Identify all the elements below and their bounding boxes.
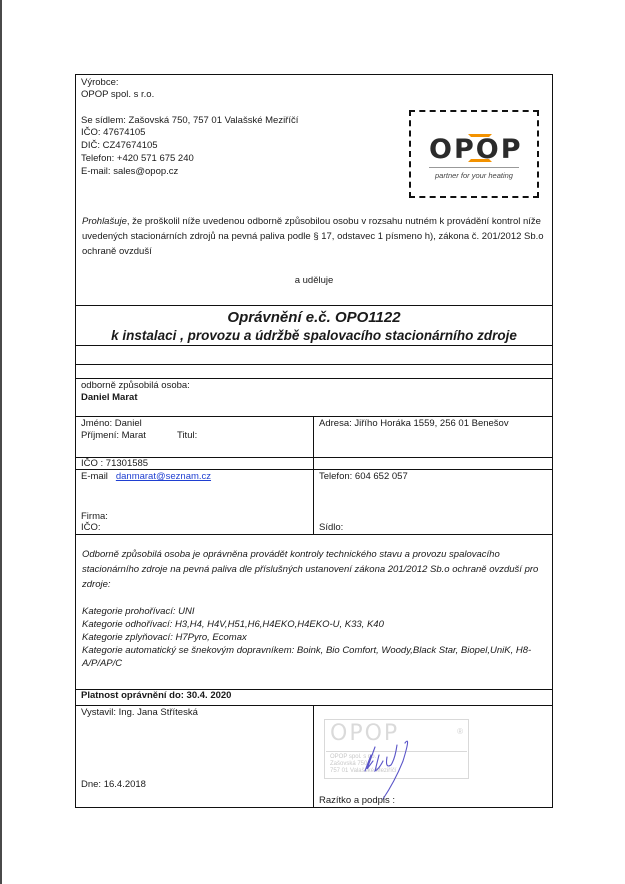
stamp-and-signature-label: Razítko a podpis : — [319, 795, 396, 806]
manufacturer-address: Se sídlem: Zašovská 750, 757 01 Valašské Meziříčí — [81, 115, 299, 126]
category-prohorivaci: Kategorie prohořívací: UNI — [82, 606, 195, 617]
certificate-title: Oprávnění e.č. OPO1122 — [227, 309, 401, 326]
row-divider — [76, 364, 552, 365]
row-divider — [76, 469, 552, 470]
person-name: Daniel Marat — [81, 392, 138, 403]
title-field: Titul: — [177, 430, 198, 441]
category-odhorivaci: Kategorie odhořívací: H3,H4, H4V,H51,H6,H4EKO,H4EKO-U, K33, K40 — [82, 619, 384, 630]
logo-divider — [429, 167, 519, 168]
page-left-edge — [0, 0, 2, 884]
logo-accent-bracket — [468, 134, 492, 162]
email-link[interactable]: danmarat@seznam.cz — [115, 471, 212, 482]
validity: Platnost oprávnění do: 30.4. 2020 — [81, 690, 232, 701]
issue-date: Dne: 16.4.2018 — [81, 779, 146, 790]
category-zplynovaci: Kategorie zplyňovací: H7Pyro, Ecomax — [82, 632, 247, 643]
manufacturer-ico: IČO: 47674105 — [81, 127, 146, 138]
grants-text: a uděluje — [294, 275, 334, 286]
row-divider — [76, 705, 552, 706]
manufacturer-dic: DIČ: CZ47674105 — [81, 140, 158, 151]
logo-wordmark: OPOP — [429, 134, 523, 165]
row-divider — [76, 305, 552, 306]
scope-categories — [82, 605, 552, 670]
manufacturer-email: E-mail: sales@opop.cz — [81, 166, 179, 177]
row-divider — [76, 345, 552, 346]
column-divider — [313, 705, 314, 808]
email-row: E-mail danmarat@seznam.cz — [81, 471, 212, 482]
row-divider — [76, 534, 552, 535]
firm-label: Firma: — [81, 511, 108, 522]
column-divider — [313, 416, 314, 535]
person-ico: IČO : 71301585 — [81, 458, 149, 469]
firm-ico-label: IČO: — [81, 522, 101, 533]
signature-icon — [361, 725, 431, 805]
manufacturer-name: OPOP spol. s r.o. — [81, 89, 155, 100]
company-stamp: OPOP ® OPOP spol. s r.o. Zašovská 750 757 01 Valašské Meziříčí — [324, 719, 469, 779]
surname: Příjmení: Marat — [81, 430, 146, 441]
opop-logo — [409, 110, 539, 198]
category-automaticky: Kategorie automatický se šnekovým dopravníkem: Boink, Bio Comfort, Woody,Black Star, Biopel,UniK, H8-A/P/AP/C — [82, 645, 532, 669]
first-name: Jméno: Daniel — [81, 418, 142, 429]
person-label: odborně způsobilá osoba: — [81, 380, 190, 391]
manufacturer-label: Výrobce: — [81, 77, 119, 88]
declaration-text: Prohlašuje, že proškolil níže uvedenou odborně způsobilou osobu v rozsahu nutném k provádění kontrol níže uvedených stacionárních zdrojů na pevná paliva podle § 17, odstavec 1 písmeno h), zákona č. 201/2012 Sb.o ochraně ovzduší — [82, 216, 544, 257]
certificate-subtitle: k instalaci , provozu a údržbě spalovacího stacionárního zdroje — [111, 328, 517, 343]
row-divider — [76, 416, 552, 417]
logo-tagline: partner for your heating — [435, 171, 513, 180]
scope-intro: Odborně způsobilá osoba je oprávněna provádět kontroly technického stavu a provozu spalovacího stacionárního zdroje na pevná paliva dle příslušných ustanovení zákona 201/2012 Sb.o ochraně ovzduší pro zdroje: — [82, 549, 539, 590]
row-divider — [76, 378, 552, 379]
person-phone: Telefon: 604 652 057 — [319, 471, 408, 482]
certificate-table — [75, 74, 553, 808]
seat-label: Sídlo: — [319, 522, 344, 533]
issued-by: Vystavil: Ing. Jana Stříteská — [81, 707, 198, 718]
logo-accent-letter: O — [475, 134, 501, 165]
manufacturer-phone: Telefon: +420 571 675 240 — [81, 153, 194, 164]
person-address: Adresa: Jiřího Horáka 1559, 256 01 Benešov — [319, 418, 509, 429]
